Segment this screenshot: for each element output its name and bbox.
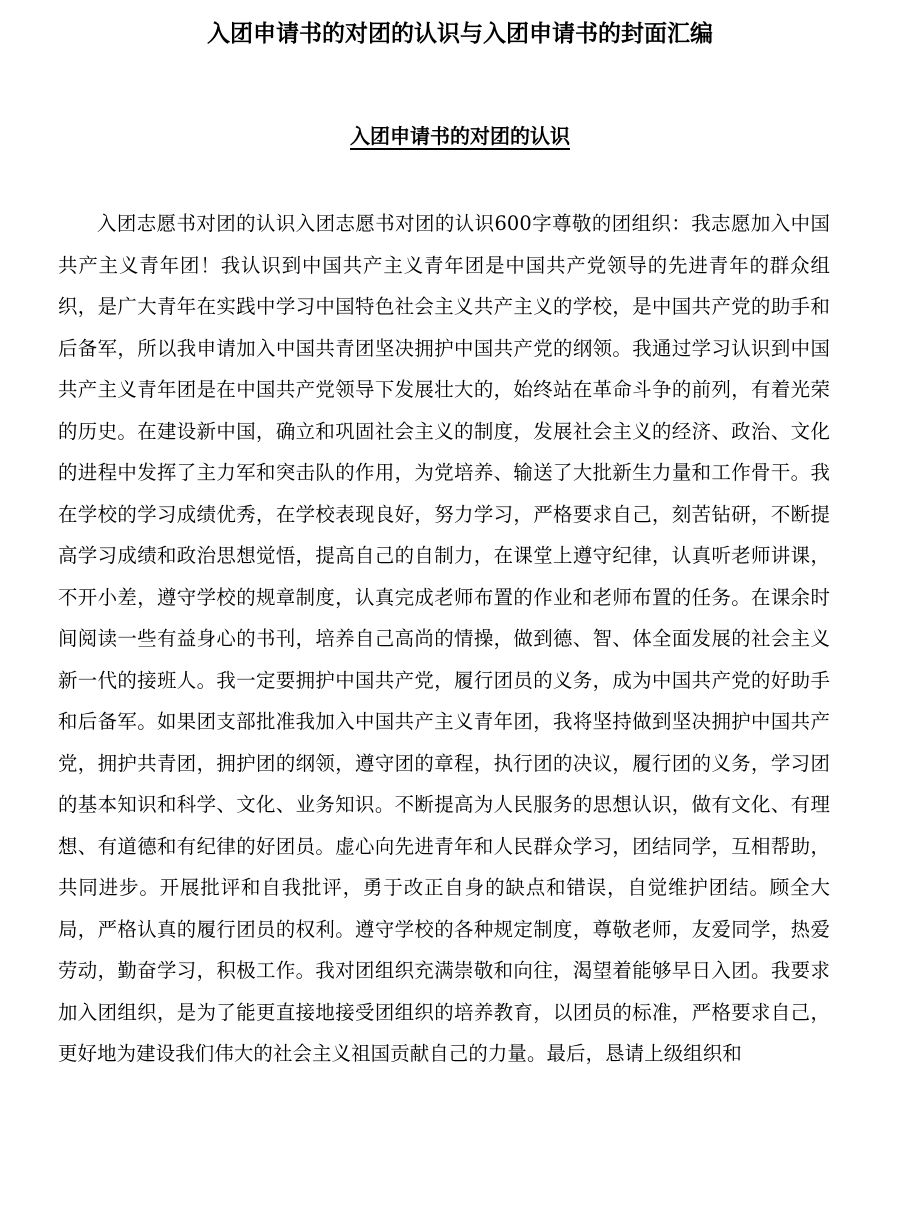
body-paragraph: 入团志愿书对团的认识入团志愿书对团的认识600字尊敬的团组织：我志愿加入中国共产主义青年团！我认识到中国共产主义青年团是中国共产党领导的先进青年的群众组织，是广大青年在实践中学习中国特色社会主义共产主义的学校，是中国共产党的助手和后备军，所以我申请加入中国共青团坚决拥护中国共产党的纲领。我通过学习认识到中国共产主义青年团是在中国共产党领导下发展壮大的，始终站在革命斗争的前列，有着光荣的历史。在建设新中国，确立和巩固社会主义的制度，发展社会主义的经济、政治、文化的进程中发挥了主力军和突击队的作用，为党培养、输送了大批新生力量和工作骨干。我在学校的学习成绩优秀，在学校表现良好，努力学习，严格要求自己，刻苦钻研，不断提高学习成绩和政治思想觉悟，提高自己的自制力，在课堂上遵守纪律，认真听老师讲课，不开小差，遵守学校的规章制度，认真完成老师布置的作业和老师布置的任务。在课余时间阅读一些有益身心的书刊，培养自己高尚的情操，做到德、智、体全面发展的社会主义新一代的接班人。我一定要拥护中国共产党，履行团员的义务，成为中国共产党的好助手和后备军。如果团支部批准我加入中国共产主义青年团，我将坚持做到坚决拥护中国共产党，拥护共青团，拥护团的纲领，遵守团的章程，执行团的决议，履行团的义务，学习团的基本知识和科学、文化、业务知识。不断提高为人民服务的思想认识，做有文化、有理想、有道德和有纪律的好团员。虚心向先进青年和人民群众学习，团结同学，互相帮助，共同进步。开展批评和自我批评，勇于改正自身的缺点和错误，自觉维护团结。顾全大局，严格认真的履行团员的权利。遵守学校的各种规定制度，尊敬老师，友爱同学，热爱劳动，勤奋学习，积极工作。我对团组织充满崇敬和向往，渴望着能够早日入团。我要求加入团组织，是为了能更直接地接受团组织的培养教育，以团员的标准，严格要求自己，更好地为建设我们伟大的社会主义祖国贡献自己的力量。最后，恳请上级组织和 (58, 212, 830, 1065)
page-title: 入团申请书的对团的认识与入团申请书的封面汇编 (207, 21, 713, 47)
section-heading (0, 119, 920, 153)
section-heading-text: 入团申请书的对团的认识 (350, 124, 570, 148)
